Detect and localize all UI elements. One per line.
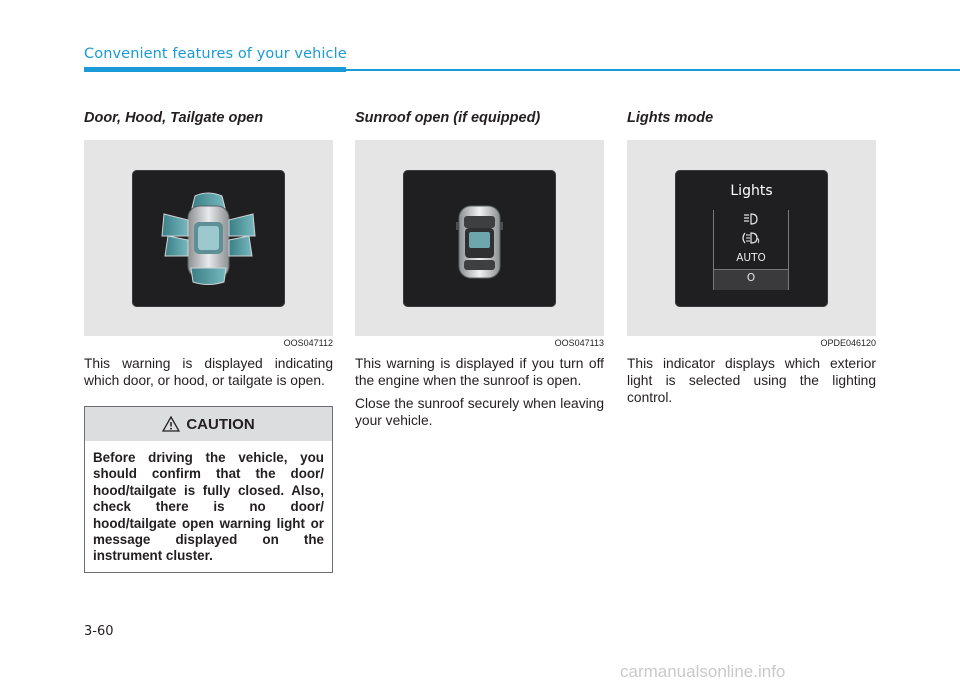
car-doors-open-icon [132, 170, 285, 307]
body-paragraph: This warning is displayed indicating which door, or hood, or tailgate is open. [84, 356, 333, 388]
header-rule [84, 67, 346, 72]
lights-mode-display-icon [675, 170, 828, 307]
cluster-display [132, 170, 285, 307]
lights-mode-list [713, 210, 789, 290]
header-rule-line [346, 69, 960, 71]
body-paragraph: This indicator displays which exterior light is selected using the lighting control. [627, 356, 876, 405]
cluster-display [403, 170, 556, 307]
page-number: 3-60 [84, 624, 114, 639]
figure-code: OOS047112 [283, 338, 333, 348]
section-header: Convenient features of your vehicle [84, 46, 347, 62]
lights-auto-label: AUTO [736, 252, 766, 264]
body-paragraph: Close the sunroof securely when leaving your vehicle. [355, 396, 604, 428]
caution-label: CAUTION [186, 415, 255, 433]
caution-box [84, 406, 333, 573]
lights-display-title: Lights [730, 183, 773, 199]
figure-code: OOS047113 [554, 338, 604, 348]
column-title: Sunroof open (if equipped) [355, 110, 541, 126]
lights-off-label: O [746, 272, 756, 284]
figure-sunroof-open [355, 140, 604, 336]
caution-header [85, 407, 332, 441]
figure-code: OPDE046120 [820, 338, 876, 348]
column-title: Door, Hood, Tailgate open [84, 110, 264, 126]
column-sunroof-open [355, 110, 604, 429]
watermark: carmanualsonline.info [620, 662, 786, 681]
figure-lights-mode [627, 140, 876, 336]
caution-text: Before driving the vehicle, you should confirm that the door/ hood/tailgate is fully closed. Also, check there is no door/ hood/tailgate open warning light or message displayed on the instrument cluster. [93, 450, 324, 564]
high-beam-icon [743, 213, 759, 225]
warning-triangle-icon [162, 416, 180, 432]
figure-door-open [84, 140, 333, 336]
column-lights-mode [627, 110, 876, 406]
fog-light-icon [741, 232, 761, 244]
body-paragraph: This warning is displayed if you turn off the engine when the sunroof is open. [355, 356, 604, 388]
car-sunroof-open-icon [403, 170, 556, 307]
column-door-hood-tailgate [84, 110, 333, 389]
column-title: Lights mode [627, 110, 714, 126]
